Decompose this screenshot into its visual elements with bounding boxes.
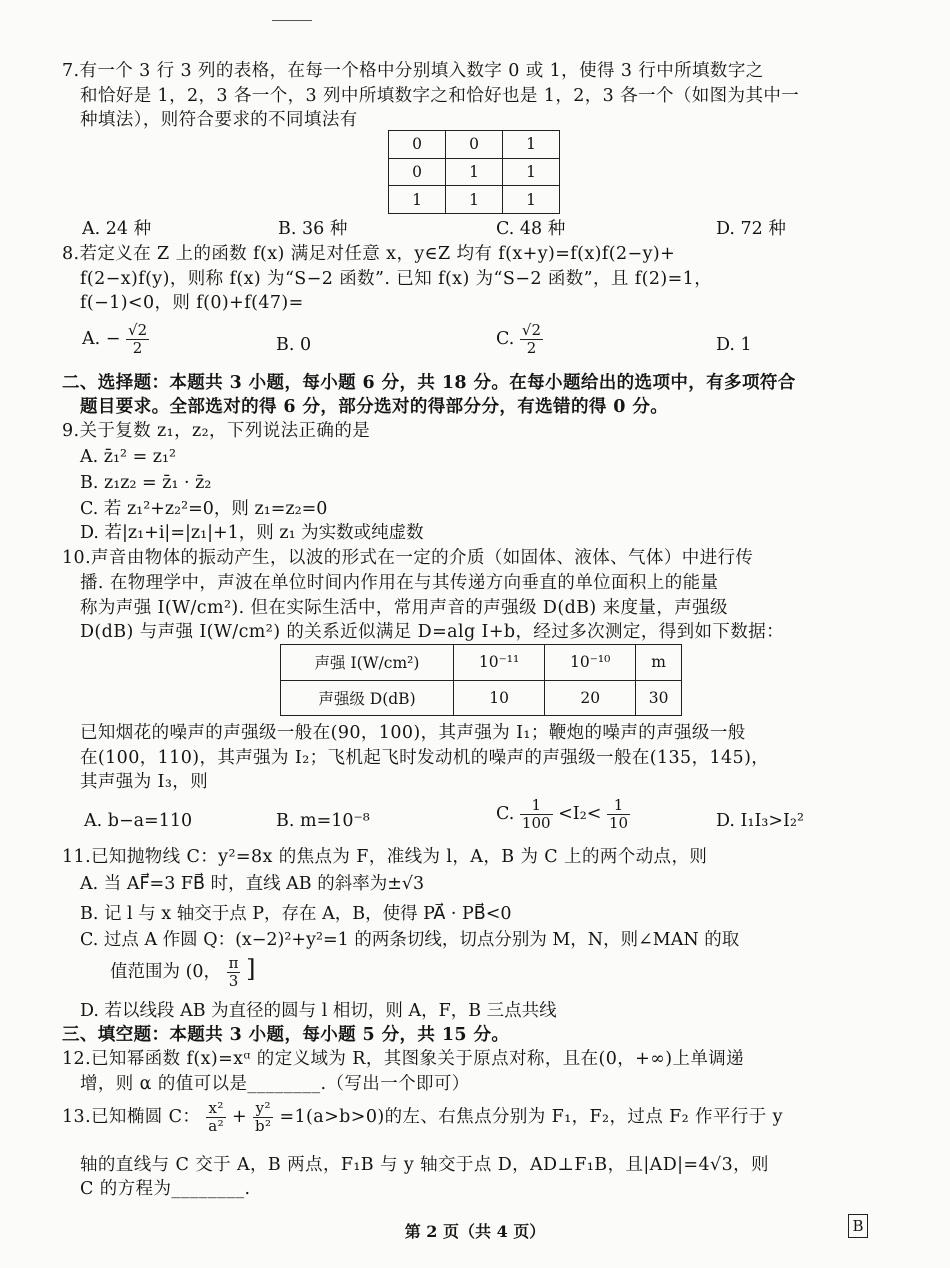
q9-option-b: B. z₁z₂ = z̄₁ · z̄₂ — [80, 473, 212, 493]
q10-header-cell: 声强 I(W/cm²) — [281, 645, 454, 681]
q8-option-c-denominator: 2 — [526, 339, 537, 357]
q8-option-b: B. 0 — [276, 335, 312, 355]
q10-after-line-1: 已知烟花的噪声的声强级一般在(90，100)，其声强为 I₁；鞭炮的噪声的声强级一般 — [80, 723, 746, 743]
q10-after-line-3: 其声强为 I₃，则 — [80, 772, 209, 792]
q10-option-d: D. I₁I₃>I₂² — [716, 811, 804, 831]
q10-cell: 20 — [545, 680, 636, 716]
q7-cell: 1 — [503, 158, 560, 186]
q7-cell: 1 — [446, 186, 503, 214]
section2-heading-line-2: 题目要求。全部选对的得 6 分，部分选对的得部分分，有选错的得 0 分。 — [80, 397, 669, 417]
q10-fraction-numerator: 1 — [520, 797, 553, 815]
section3-heading: 三、填空题：本题共 3 小题，每小题 5 分，共 15 分。 — [62, 1025, 510, 1045]
q11-option-c-cont — [110, 955, 255, 990]
q8-option-c-numerator: √2 — [521, 321, 542, 339]
q7-cell: 0 — [389, 131, 446, 159]
q13-stem-line-2: 轴的直线与 C 交于 A，B 两点，F₁B 与 y 轴交于点 D，AD⊥F₁B，且|AD|=4√3，则 — [80, 1155, 769, 1175]
paper-version-badge: B — [848, 1214, 868, 1238]
q10-option-c — [496, 797, 630, 832]
q7-stem-line-1: 7.有一个 3 行 3 列的表格，在每一个格中分别填入数字 0 或 1，使得 3 行中所填数字之 — [62, 61, 764, 81]
q10-cell: m — [636, 645, 682, 681]
q7-cell: 1 — [446, 158, 503, 186]
q11-pi-denominator: 3 — [228, 972, 239, 990]
q10-option-c-prefix: C. — [496, 804, 515, 824]
q8-option-a-prefix: A. − — [82, 329, 121, 349]
q7-cell: 1 — [503, 186, 560, 214]
q11-stem: 11.已知抛物线 C：y²=8x 的焦点为 F，准线为 l，A，B 为 C 上的两个动点，则 — [62, 847, 708, 867]
q13-y-denominator: b² — [255, 1117, 272, 1135]
q12-stem-line-2: 增，则 α 的值可以是________.（写出一个即可） — [80, 1074, 470, 1094]
q13-stem-line-1 — [62, 1100, 783, 1135]
q7-cell: 1 — [389, 186, 446, 214]
q8-stem-line-2: f(2−x)f(y)，则称 f(x) 为“S−2 函数”. 已知 f(x) 为“S−2 函数”，且 f(2)=1， — [80, 269, 713, 289]
q8-option-a — [82, 322, 149, 357]
q8-option-a-numerator: √2 — [128, 321, 148, 339]
q10-option-c-middle: <I₂< — [558, 804, 602, 824]
q7-option-a: A. 24 种 — [82, 219, 152, 239]
q10-data-table — [280, 644, 682, 716]
q11-interval-right: ] — [246, 955, 256, 983]
q10-stem-line-2: 播. 在物理学中，声波在单位时间内作用在与其传递方向垂直的单位面积上的能量 — [80, 573, 719, 593]
q10-option-c-fraction-1 — [520, 797, 553, 832]
q8-option-c — [496, 322, 543, 357]
q7-option-c: C. 48 种 — [496, 219, 566, 239]
q13-x-numerator: x² — [206, 1100, 226, 1118]
q13-stem-line-3: C 的方程为________. — [80, 1179, 251, 1199]
q10-stem-line-4: D(dB) 与声强 I(W/cm²) 的关系近似满足 D=alg I+b，经过多次测定，得到如下数据： — [80, 622, 785, 642]
q13-x-denominator: a² — [208, 1117, 225, 1135]
q12-stem-line-1: 12.已知幂函数 f(x)=xᵅ 的定义域为 R，其图象关于原点对称，且在(0，+∞)上单调递 — [62, 1049, 745, 1069]
q7-stem-line-2: 和恰好是 1，2，3 各一个，3 列中所填数字之和恰好也是 1，2，3 各一个（如图为其中一 — [80, 86, 800, 106]
q10-fraction-denominator: 10 — [608, 814, 629, 832]
q9-option-c: C. 若 z₁²+z₂²=0，则 z₁=z₂=0 — [80, 499, 328, 519]
q7-cell: 0 — [446, 131, 503, 159]
q7-option-d: D. 72 种 — [716, 219, 786, 239]
top-rule — [272, 20, 312, 21]
q7-cell: 1 — [503, 131, 560, 159]
q10-option-b: B. m=10⁻⁸ — [276, 811, 370, 831]
q8-option-a-fraction — [126, 322, 149, 357]
q10-option-a: A. b−a=110 — [84, 811, 193, 831]
page-number: 第 2 页（共 4 页） — [404, 1222, 546, 1241]
q8-option-c-fraction — [520, 322, 543, 357]
q10-cell: 10⁻¹⁰ — [545, 645, 636, 681]
q11-pi-fraction — [227, 955, 241, 990]
q7-cell: 0 — [389, 158, 446, 186]
q10-cell: 30 — [636, 680, 682, 716]
q10-cell: 10 — [454, 680, 545, 716]
q13-prefix: 13.已知椭圆 C： — [62, 1107, 201, 1127]
q11-option-d: D. 若以线段 AB 为直径的圆与 l 相切，则 A，F，B 三点共线 — [80, 1001, 557, 1021]
q13-y-fraction — [253, 1100, 273, 1135]
q10-option-c-fraction-2 — [607, 797, 630, 832]
q7-option-b: B. 36 种 — [278, 219, 348, 239]
q8-option-c-prefix: C. — [496, 329, 515, 349]
q11-range-prefix: 值范围为 — [110, 962, 180, 982]
q8-option-d: D. 1 — [716, 335, 752, 355]
q8-stem-line-1: 8.若定义在 Z 上的函数 f(x) 满足对任意 x，y∈Z 均有 f(x+y)=f(x)f(2−y)+ — [62, 244, 676, 264]
q9-option-d: D. 若|z₁+i|=|z₁|+1，则 z₁ 为实数或纯虚数 — [80, 523, 424, 543]
q7-grid-table — [388, 130, 560, 214]
q13-suffix: =1(a>b>0)的左、右焦点分别为 F₁，F₂，过点 F₂ 作平行于 y — [279, 1107, 783, 1127]
q13-y-numerator: y² — [253, 1100, 273, 1118]
q11-pi-numerator: π — [228, 954, 239, 972]
q11-option-a: A. 当 AF⃗=3 FB⃗ 时，直线 AB 的斜率为±√3 — [80, 874, 425, 894]
q7-stem-line-3: 种填法），则符合要求的不同填法有 — [80, 110, 358, 130]
q10-fraction-denominator: 100 — [521, 814, 551, 832]
q9-option-a: A. z̄₁² = z₁² — [80, 447, 177, 467]
q13-plus: + — [232, 1107, 248, 1127]
q11-option-b: B. 记 l 与 x 轴交于点 P，存在 A，B，使得 PA⃗ · PB⃗<0 — [80, 904, 512, 924]
q13-x-fraction — [206, 1100, 226, 1135]
section2-heading-line-1: 二、选择题：本题共 3 小题，每小题 6 分，共 18 分。在每小题给出的选项中，有多项符合 — [62, 373, 796, 393]
q9-stem: 9.关于复数 z₁，z₂，下列说法正确的是 — [62, 421, 371, 441]
q10-header-cell: 声强级 D(dB) — [281, 680, 454, 716]
q11-option-c: C. 过点 A 作圆 Q：(x−2)²+y²=1 的两条切线，切点分别为 M，N，则∠MAN 的取 — [80, 930, 740, 950]
q10-after-line-2: 在(100，110)，其声强为 I₂；飞机起飞时发动机的噪声的声强级一般在(135，145)， — [80, 748, 770, 768]
q10-fraction-numerator: 1 — [607, 797, 630, 815]
q10-stem-line-3: 称为声强 I(W/cm²). 但在实际生活中，常用声音的声强级 D(dB) 来度量，声强级 — [80, 598, 728, 618]
q10-cell: 10⁻¹¹ — [454, 645, 545, 681]
q10-stem-line-1: 10.声音由物体的振动产生，以波的形式在一定的介质（如固体、液体、气体）中进行传 — [62, 548, 754, 568]
q8-stem-line-3: f(−1)<0，则 f(0)+f(47)= — [80, 293, 304, 313]
q11-interval-left: (0， — [185, 962, 222, 982]
q8-option-a-denominator: 2 — [132, 339, 143, 357]
